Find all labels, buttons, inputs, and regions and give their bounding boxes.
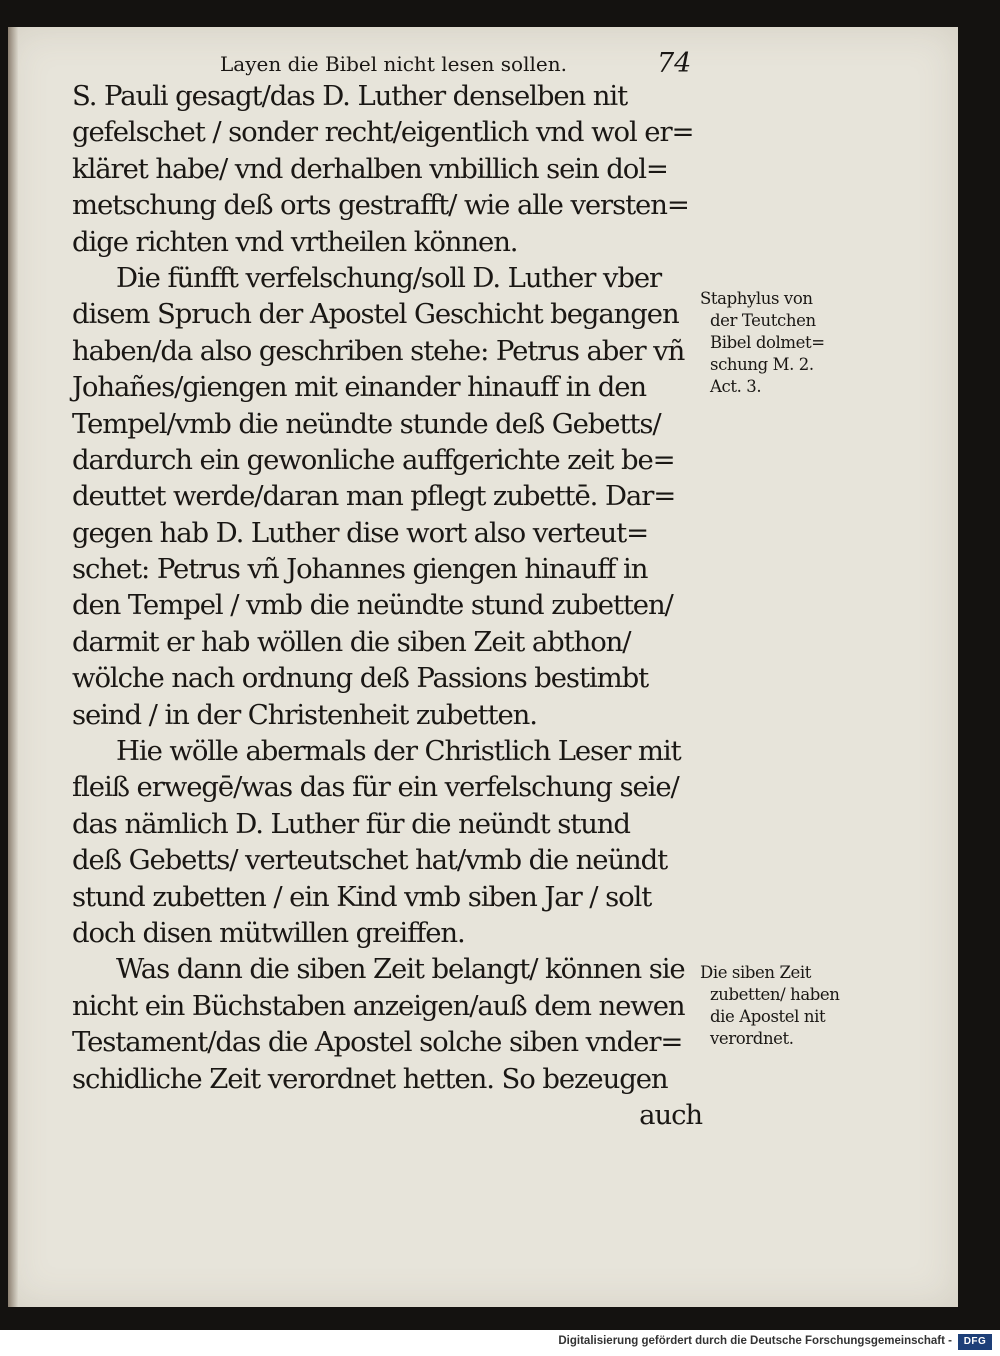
body-text [72, 78, 712, 1133]
marginal-line: der Teutchen [710, 311, 816, 330]
running-head: Layen die Bibel nicht lesen sollen. [220, 52, 567, 76]
text-line: Johañes/giengen mit einander hinauff in den [72, 371, 647, 404]
text-line: nicht ein Büchstaben anzeigen/auß dem newen [72, 989, 685, 1022]
text-line: Testament/das die Apostel solche siben vnder= [72, 1026, 683, 1059]
footer-bar [0, 1330, 1000, 1356]
marginal-line: verordnet. [710, 1029, 794, 1048]
funding-credit: Digitalisierung gefördert durch die Deutsche Forschungsgemeinschaft - [558, 1335, 952, 1347]
marginal-line: Staphylus von [700, 289, 813, 308]
text-line: doch disen mütwillen greiffen. [72, 916, 465, 949]
marginal-line: Bibel dolmet= [710, 333, 825, 352]
text-line: disem Spruch der Apostel Geschicht begangen [72, 298, 679, 331]
text-line: Was dann die siben Zeit belangt/ können sie [116, 953, 685, 986]
marginal-line: Die siben Zeit [700, 963, 811, 982]
text-line: wölche nach ordnung deß Passions bestimbt [72, 662, 649, 695]
text-line: S. Pauli gesagt/das D. Luther denselben nit [72, 80, 628, 112]
text-line: deuttet werde/daran man pflegt zubettē. Dar= [72, 480, 676, 513]
page-gutter-edge [8, 27, 18, 1307]
text-line: darmit er hab wöllen die siben Zeit abthon/ [72, 625, 631, 658]
text-line: schet: Petrus vñ Johannes giengen hinauff in [72, 553, 648, 586]
text-line: dige richten vnd vrtheilen können. [72, 225, 518, 258]
marginal-line: schung M. 2. [710, 355, 814, 374]
text-line: metschung deß orts gestrafft/ wie alle versten= [72, 189, 689, 222]
text-line: Die fünfft verfelschung/soll D. Luther vber [116, 261, 662, 294]
text-line: fleiß erwegē/was das für ein verfelschung seie/ [72, 771, 679, 804]
text-line: dardurch ein gewonliche auffgerichte zeit be= [72, 443, 675, 476]
dfg-logo: DFG [958, 1334, 992, 1350]
text-line: haben/da also geschriben stehe: Petrus aber vñ [72, 334, 685, 367]
marginal-line: Act. 3. [710, 377, 762, 396]
page-number: 74 [657, 48, 692, 79]
text-line: kläret habe/ vnd derhalben vnbillich sein dol= [72, 152, 668, 185]
text-line: deß Gebetts/ verteutschet hat/vmb die neündt [72, 844, 668, 877]
marginal-note [700, 288, 860, 398]
text-line: den Tempel / vmb die neündte stund zubetten/ [72, 589, 673, 622]
marginal-note [700, 962, 860, 1050]
text-line: das nämlich D. Luther für die neündt stund [72, 807, 630, 840]
text-line: Tempel/vmb die neündte stunde deß Gebetts/ [72, 407, 661, 440]
text-line: seind / in der Christenheit zubetten. [72, 698, 537, 731]
text-line: Hie wölle abermals der Christlich Leser mit [116, 735, 681, 768]
text-line: gefelschet / sonder recht/eigentlich vnd wol er= [72, 116, 694, 149]
catchword: auch [639, 1098, 702, 1131]
text-line: gegen hab D. Luther dise wort also verteut= [72, 516, 649, 549]
marginal-line: zubetten/ haben [710, 985, 840, 1004]
text-line: schidliche Zeit verordnet hetten. So bezeugen [72, 1062, 668, 1095]
marginal-line: die Apostel nit [710, 1007, 826, 1026]
text-line: stund zubetten / ein Kind vmb siben Jar / solt [72, 880, 652, 913]
